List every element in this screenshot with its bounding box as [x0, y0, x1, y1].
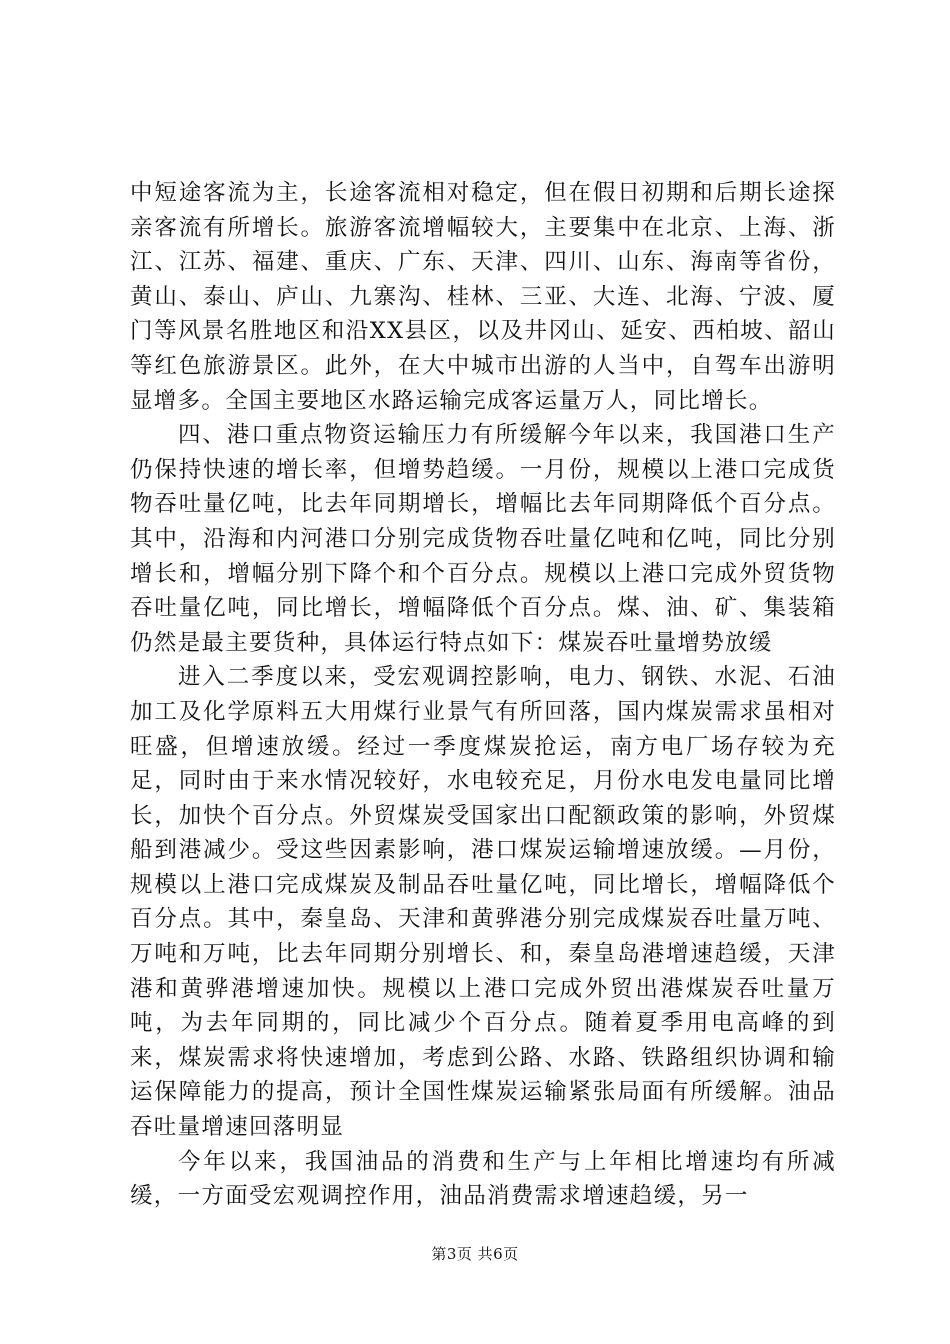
paragraph-passenger-flow: 中短途客流为主，长途客流相对稳定，但在假日初期和后期长途探亲客流有所增长。旅游客流增幅较大，主要集中在北京、上海、浙江、江苏、福建、重庆、广东、天津、四川、山东、海南等省份，黄山、泰山、庐山、九寨沟、桂林、三亚、大连、北海、宁波、厦门等风景名胜地区和沿XX县区，以及井冈山、延安、西柏坡、韶山等红色旅游景区。此外，在大中城市出游的人当中，自驾车出游明显增多。全国主要地区水路运输完成客运量万人，同比增长。 [130, 180, 836, 414]
paragraph-oil-products: 今年以来，我国油品的消费和生产与上年相比增速均有所减缓，一方面受宏观调控作用，油品消费需求增速趋缓，另一 [130, 1148, 836, 1210]
paragraph-coal-throughput: 进入二季度以来，受宏观调控影响，电力、钢铁、水泥、石油加工及化学原料五大用煤行业景气有所回落，国内煤炭需求虽相对旺盛，但增速放缓。经过一季度煤炭抢运，南方电厂场存较为充足，同时由于来水情况较好，水电较充足，月份水电发电量同比增长，加快个百分点。外贸煤炭受国家出口配额政策的影响，外贸煤船到港减少。受这些因素影响，港口煤炭运输增速放缓。—月份，规模以上港口完成煤炭及制品吞吐量亿吨，同比增长，增幅降低个百分点。其中，秦皇岛、天津和黄骅港分别完成煤炭吞吐量万吨、万吨和万吨，比去年同期分别增长、和，秦皇岛港增速趋缓，天津港和黄骅港增速加快。规模以上港口完成外贸出港煤炭吞吐量万吨，为去年同期的，同比减少个百分点。随着夏季用电高峰的到来，煤炭需求将快速增加，考虑到公路、水路、铁路组织协调和输运保障能力的提高，预计全国性煤炭运输紧张局面有所缓解。油品吞吐量增速回落明显 [130, 664, 836, 1141]
page-footer: 第3页 共6页 [431, 1245, 519, 1263]
document-body [130, 176, 836, 1214]
paragraph-port-cargo: 四、港口重点物资运输压力有所缓解今年以来，我国港口生产仍保持快速的增长率，但增势趋缓。一月份，规模以上港口完成货物吞吐量亿吨，比去年同期增长，增幅比去年同期降低个百分点。其中，沿海和内河港口分别完成货物吞吐量亿吨和亿吨，同比分别增长和，增幅分别下降个和个百分点。规模以上港口完成外贸货物吞吐量亿吨，同比增长，增幅降低个百分点。煤、油、矿、集装箱仍然是最主要货种，具体运行特点如下：煤炭吞吐量增势放缓 [130, 422, 836, 656]
